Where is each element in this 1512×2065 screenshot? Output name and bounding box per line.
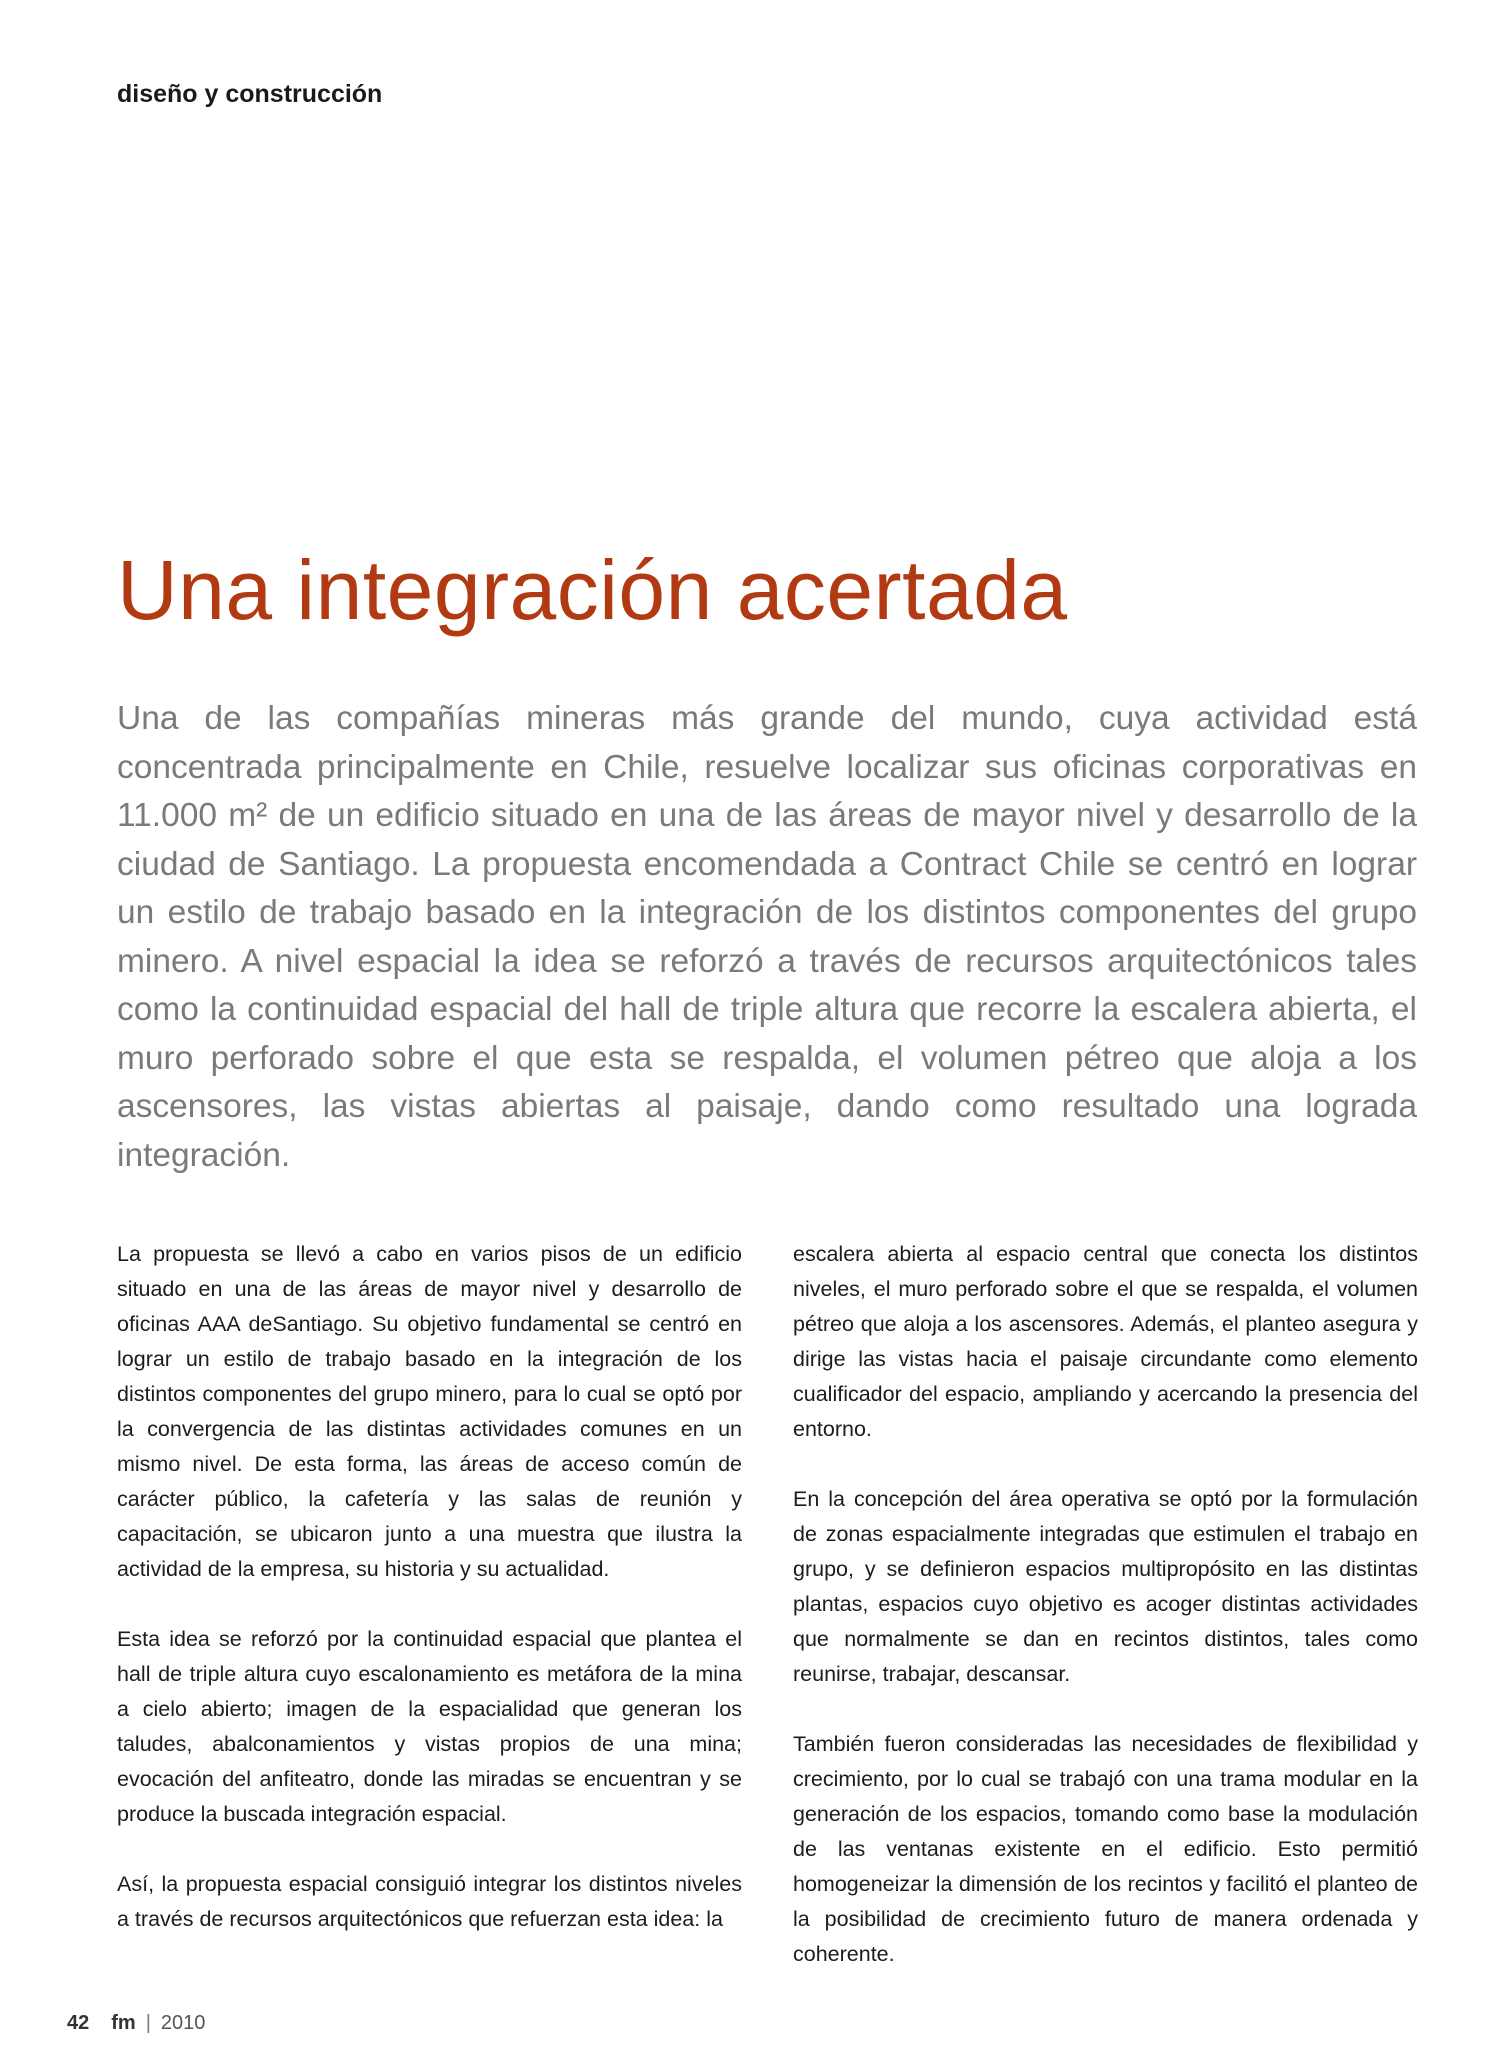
body-paragraph: Así, la propuesta espacial consiguió integrar los distintos niveles a través de recursos arquitectónicos que refuerzan esta idea: la [117, 1872, 742, 1931]
section-label: diseño y construcción [117, 80, 383, 108]
right-column [793, 1237, 1418, 2007]
body-paragraph: Esta idea se reforzó por la continuidad espacial que plantea el hall de triple altura cuyo escalonamiento es metáfora de la mina a cielo abierto; imagen de la espacialidad que generan los taludes, abalconamientos y vistas propios de una mina; evocación del anfiteatro, donde las miradas se encuentran y se produce la buscada integración espacial. [117, 1627, 742, 1826]
body-paragraph: escalera abierta al espacio central que conecta los distintos niveles, el muro perforado sobre el que se respalda, el volumen pétreo que aloja a los ascensores. Además, el planteo asegura y dirige las vistas hacia el paisaje circundante como elemento cualificador del espacio, ampliando y acercando la presencia del entorno. [793, 1242, 1418, 1441]
body-paragraph: En la concepción del área operativa se optó por la formulación de zonas espacialmente integradas que estimulen el trabajo en grupo, y se definieron espacios multipropósito en las distintas plantas, espacios cuyo objetivo es acoger distintas actividades que normalmente se dan en recintos distintos, tales como reunirse, trabajar, descansar. [793, 1487, 1418, 1686]
page-footer [67, 2012, 205, 2035]
lead-paragraph: Una de las compañías mineras más grande del mundo, cuya actividad está concentrada principalmente en Chile, resuelve localizar sus oficinas corporativas en 11.000 m² de un edificio situado en una de las áreas de mayor nivel y desarrollo de la ciudad de Santiago. La propuesta encomendada a Contract Chile se centró en lograr un estilo de trabajo basado en la integración de los distintos componentes del grupo minero. A nivel espacial la idea se reforzó a través de recursos arquitectónicos tales como la continuidad espacial del hall de triple altura que recorre la escalera abierta, el muro perforado sobre el que esta se respalda, el volumen pétreo que aloja a los ascensores, las vistas abiertas al paisaje, dando como resultado una lograda integración. [117, 700, 1417, 1174]
body-paragraph: La propuesta se llevó a cabo en varios pisos de un edificio situado en una de las áreas de mayor nivel y desarrollo de oficinas AAA deSantiago. Su objetivo fundamental se centró en lograr un estilo de trabajo basado en la integración de los distintos componentes del grupo minero, para lo cual se optó por la convergencia de las distintas actividades comunes en un mismo nivel. De esta forma, las áreas de acceso común de carácter público, la cafetería y las salas de reunión y capacitación, se ubicaron junto a una muestra que ilustra la actividad de la empresa, su historia y su actualidad. [117, 1242, 742, 1581]
issue-year: 2010 [160, 2012, 206, 2034]
article-lead [117, 695, 1417, 1180]
left-column [117, 1237, 742, 1972]
article-title: Una integración acertada [117, 543, 1068, 637]
page-number: 42 [67, 2012, 90, 2034]
body-paragraph: También fueron consideradas las necesidades de flexibilidad y crecimiento, por lo cual se trabajó con una trama modular en la generación de los espacios, tomando como base la modulación de las ventanas existente en el edificio. Esto permitió homogeneizar la dimensión de los recintos y facilitó el planteo de la posibilidad de crecimiento futuro de manera ordenada y coherente. [793, 1732, 1418, 1966]
footer-separator: | [145, 2012, 151, 2034]
magazine-name: fm [111, 2012, 136, 2034]
